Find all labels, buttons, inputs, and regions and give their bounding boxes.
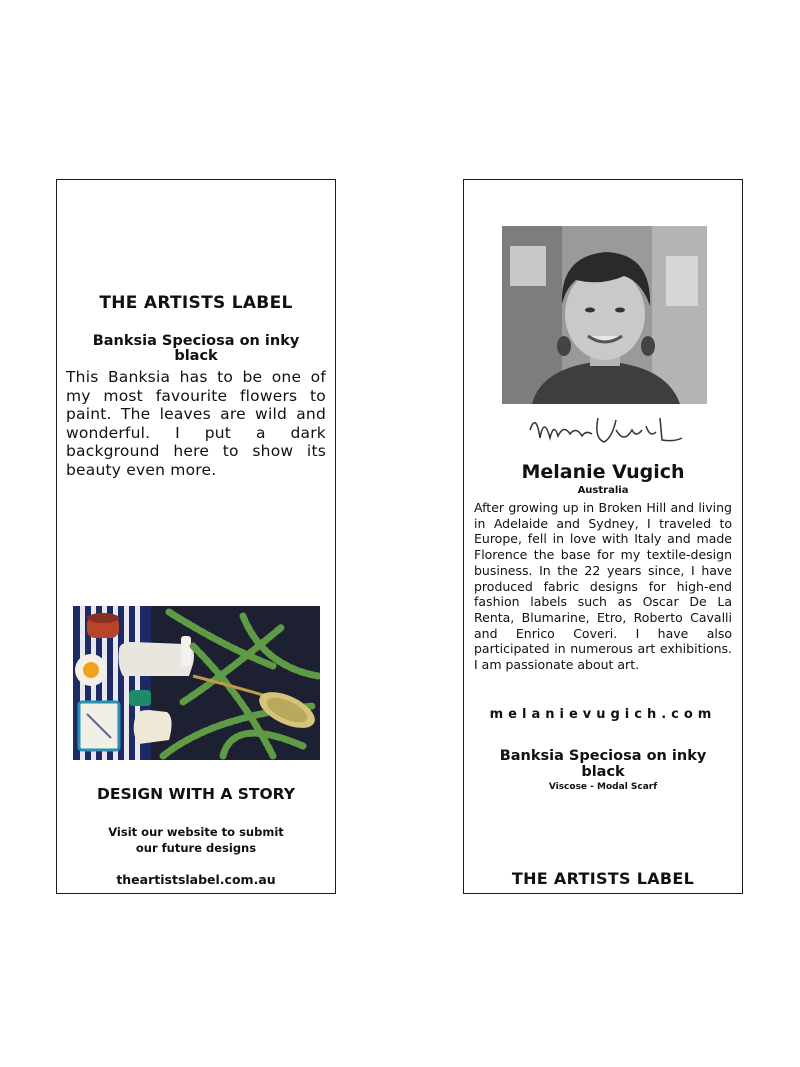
brand-heading: THE ARTISTS LABEL [99,293,293,313]
design-title: Banksia Speciosa on inky black [92,333,300,364]
tagline: DESIGN WITH A STORY [97,785,295,803]
artist-portrait-image [502,226,707,404]
material-label: Viscose - Modal Scarf [548,782,658,792]
design-description: This Banksia has to be one of my most favourite flowers to paint. The leaves are wild and wonderful. I put a dark background here to show its beauty even more. [66,368,326,479]
brand-footer: THE ARTISTS LABEL [511,869,695,888]
visit-line-1: Visit our website to submit [108,825,284,839]
artist-bio: After growing up in Broken Hill and living in Adelaide and Sydney, I traveled to Europe, fell in love with Italy and made Florence the base for my textile-design business. In the 22 years since, I have produced fabric designs for high-end fashion labels such as Oscar De La Renta, Blumarine, Etro, Roberto Cavalli and Enrico Coveri. I have also participated in numerous art exhibitions. I am passionate about art. [474,500,732,673]
banksia-artwork-image [73,606,320,760]
artist-signature [524,408,689,456]
artist-website-link[interactable]: melanievugich.com [489,707,717,722]
artist-name: Melanie Vugich [521,461,685,483]
hang-tag-back [463,179,743,894]
hang-tag-front [56,179,336,894]
artist-country: Australia [577,485,629,496]
visit-line-2: our future designs [135,841,257,855]
website-link[interactable]: theartistslabel.com.au [116,872,276,887]
design-title: Banksia Speciosa on inky black [499,748,707,780]
visit-text [57,824,335,856]
